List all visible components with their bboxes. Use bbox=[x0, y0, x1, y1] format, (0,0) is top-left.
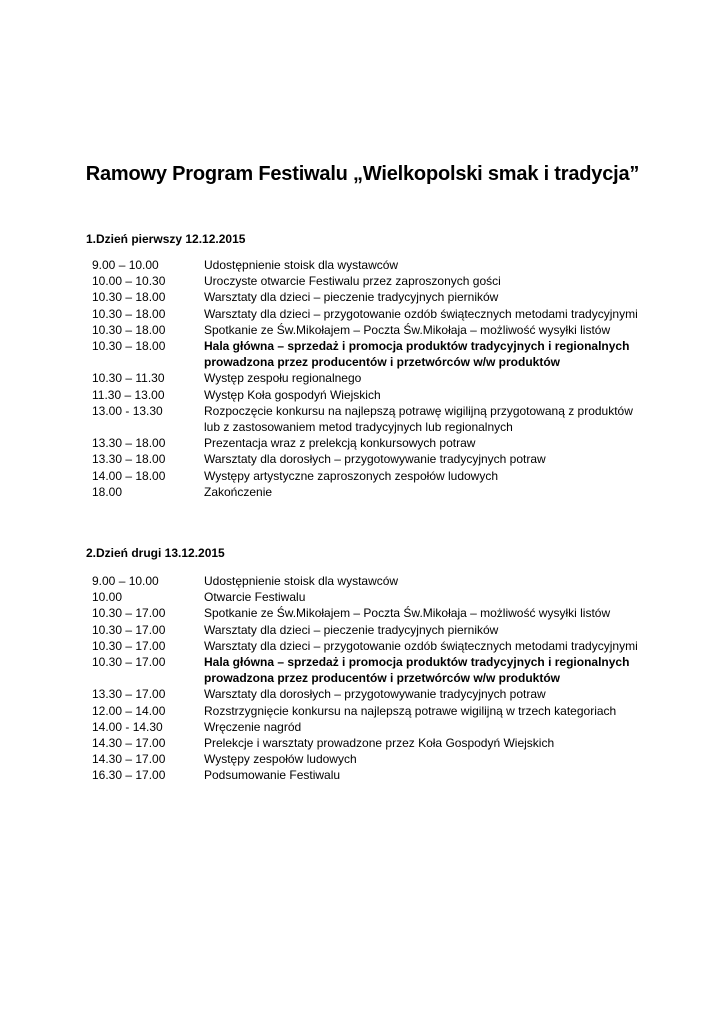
event-time: 13.30 – 18.00 bbox=[92, 452, 166, 467]
event-time: 10.30 – 17.00 bbox=[92, 606, 166, 621]
event-activity: Prezentacja wraz z prelekcją konkursowych potraw bbox=[204, 436, 476, 451]
event-time: 10.30 – 18.00 bbox=[92, 339, 166, 354]
schedule-row bbox=[92, 370, 652, 386]
schedule-row bbox=[92, 435, 652, 451]
event-time: 18.00 bbox=[92, 484, 123, 499]
schedule-row bbox=[92, 638, 652, 654]
schedule-row bbox=[92, 322, 652, 338]
event-activity: Udostępnienie stoisk dla wystawców bbox=[204, 574, 399, 588]
schedule-row-highlight bbox=[92, 338, 652, 370]
event-time: 10.30 – 11.30 bbox=[92, 371, 165, 386]
event-activity: Hala główna – sprzedaż i promocja produktów tradycyjnych i regionalnych prowadzona przez producentów i przetwórców w/w produktów bbox=[204, 655, 630, 686]
event-activity: Warsztaty dla dorosłych – przygotowywanie tradycyjnych potraw bbox=[204, 452, 546, 467]
event-time: 9.00 – 10.00 bbox=[92, 258, 159, 272]
schedule-row bbox=[92, 387, 652, 403]
schedule-row bbox=[92, 686, 652, 702]
event-activity: Warsztaty dla dzieci – przygotowanie ozdób świątecznych metodami tradycyjnymi bbox=[204, 638, 638, 653]
event-activity: Udostępnienie stoisk dla wystawców bbox=[204, 258, 399, 272]
schedule-row bbox=[92, 306, 652, 322]
event-activity: Warsztaty dla dzieci – pieczenie tradycyjnych pierników bbox=[204, 290, 499, 305]
schedule-row bbox=[92, 273, 652, 289]
event-time: 10.30 – 18.00 bbox=[92, 322, 166, 337]
event-activity: Spotkanie ze Św.Mikołajem – Poczta Św.Mikołaja – możliwość wysyłki listów bbox=[204, 322, 611, 337]
event-time: 10.30 – 17.00 bbox=[92, 622, 166, 637]
event-activity: Rozpoczęcie konkursu na najlepszą potrawę wigilijną przygotowaną z produktów lub z zastosowaniem metod tradycyjnych lub regionalnych bbox=[204, 403, 633, 435]
schedule-row bbox=[92, 451, 652, 467]
event-time: 13.30 – 18.00 bbox=[92, 436, 166, 451]
document-title: Ramowy Program Festiwalu „Wielkopolski smak i tradycja” bbox=[85, 163, 640, 185]
event-activity: Spotkanie ze Św.Mikołajem – Poczta Św.Mikołaja – możliwość wysyłki listów bbox=[204, 606, 611, 621]
event-activity: Występy artystyczne zaproszonych zespołów ludowych bbox=[204, 468, 499, 483]
day-heading: 1.Dzień pierwszy 12.12.2015 bbox=[86, 232, 246, 246]
event-time: 14.00 - 14.30 bbox=[92, 719, 163, 734]
event-time: 9.00 – 10.00 bbox=[92, 574, 159, 588]
event-activity: Występy zespołów ludowych bbox=[204, 752, 357, 767]
schedule-row bbox=[92, 468, 652, 484]
event-activity: Występ zespołu regionalnego bbox=[204, 371, 362, 386]
event-time: 11.30 – 13.00 bbox=[92, 387, 165, 402]
event-activity: Prelekcje i warsztaty prowadzone przez Koła Gospodyń Wiejskich bbox=[204, 736, 555, 751]
event-activity: Hala główna – sprzedaż i promocja produktów tradycyjnych i regionalnych prowadzona przez producentów i przetwórców w/w produktów bbox=[204, 339, 630, 370]
event-activity: Warsztaty dla dorosłych – przygotowywanie tradycyjnych potraw bbox=[204, 687, 546, 702]
schedule-row bbox=[92, 719, 652, 735]
event-time: 10.30 – 17.00 bbox=[92, 638, 166, 653]
event-time: 14.30 – 17.00 bbox=[92, 736, 166, 751]
event-time: 12.00 – 14.00 bbox=[92, 703, 166, 718]
schedule-day-1 bbox=[92, 257, 652, 500]
schedule-row bbox=[92, 767, 652, 783]
schedule-day-2 bbox=[92, 573, 652, 784]
schedule-row bbox=[92, 751, 652, 767]
event-time: 10.30 – 18.00 bbox=[92, 306, 166, 321]
event-activity: Otwarcie Festiwalu bbox=[204, 590, 306, 605]
event-activity: Występ Koła gospodyń Wiejskich bbox=[204, 387, 381, 402]
event-activity: Rozstrzygnięcie konkursu na najlepszą potrawe wigilijną w trzech kategoriach bbox=[204, 703, 617, 718]
schedule-row bbox=[92, 257, 652, 273]
event-time: 10.00 bbox=[92, 590, 123, 605]
schedule-row bbox=[92, 589, 652, 605]
day-heading: 2.Dzień drugi 13.12.2015 bbox=[86, 546, 225, 560]
schedule-row bbox=[92, 289, 652, 305]
event-time: 13.00 - 13.30 bbox=[92, 403, 163, 418]
event-time: 14.00 – 18.00 bbox=[92, 468, 166, 483]
event-time: 13.30 – 17.00 bbox=[92, 687, 166, 702]
schedule-row bbox=[92, 403, 652, 435]
schedule-row bbox=[92, 573, 652, 589]
event-time: 14.30 – 17.00 bbox=[92, 752, 166, 767]
schedule-row bbox=[92, 484, 652, 500]
event-time: 10.30 – 18.00 bbox=[92, 290, 166, 305]
schedule-row bbox=[92, 703, 652, 719]
schedule-row bbox=[92, 605, 652, 621]
event-time: 16.30 – 17.00 bbox=[92, 768, 166, 783]
schedule-row-highlight bbox=[92, 654, 652, 686]
event-time: 10.30 – 17.00 bbox=[92, 655, 166, 670]
event-time: 10.00 – 10.30 bbox=[92, 274, 166, 289]
event-activity: Podsumowanie Festiwalu bbox=[204, 768, 341, 783]
event-activity: Wręczenie nagród bbox=[204, 719, 302, 734]
schedule-row bbox=[92, 735, 652, 751]
event-activity: Warsztaty dla dzieci – przygotowanie ozdób świątecznych metodami tradycyjnymi bbox=[204, 306, 638, 321]
schedule-row bbox=[92, 622, 652, 638]
event-activity: Warsztaty dla dzieci – pieczenie tradycyjnych pierników bbox=[204, 622, 499, 637]
event-activity: Uroczyste otwarcie Festiwalu przez zaproszonych gości bbox=[204, 274, 501, 289]
event-activity: Zakończenie bbox=[204, 484, 273, 499]
